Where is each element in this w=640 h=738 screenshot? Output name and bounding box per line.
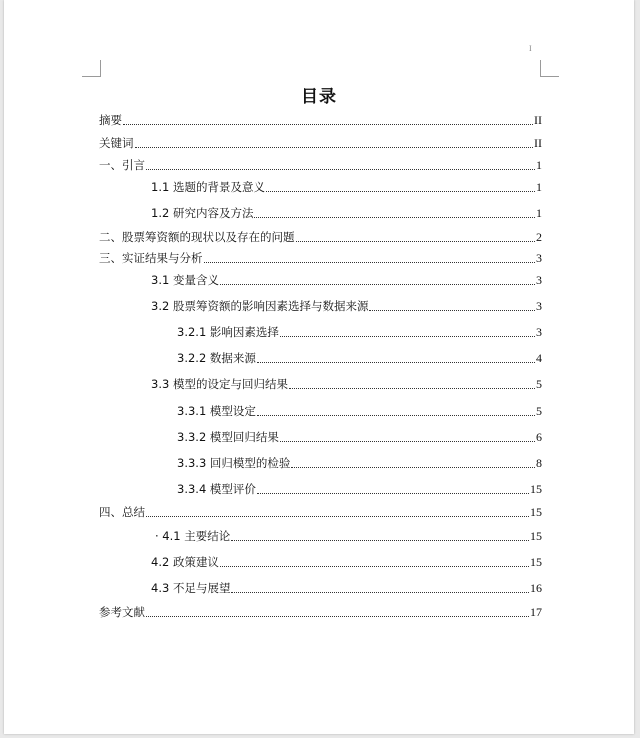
toc-leader <box>289 387 535 389</box>
toc-entry-page: 3 <box>536 273 542 287</box>
toc-entry-label: 3.3 模型的设定与回归结果 <box>151 377 288 391</box>
toc-entry-label: 3.3.4 模型评价 <box>177 482 256 496</box>
toc-entry-chapter-2[interactable] <box>99 229 542 245</box>
toc-entry-introduction[interactable] <box>99 157 542 173</box>
toc-entry-page: 3 <box>536 325 542 339</box>
toc-entry-page: 1 <box>536 206 542 220</box>
toc-leader <box>280 335 535 337</box>
toc-leader <box>231 539 529 541</box>
toc-entry-label: 3.3.1 模型设定 <box>177 404 256 418</box>
toc-entry-label: 3.2.1 影响因素选择 <box>177 325 279 339</box>
toc-leader <box>257 361 535 363</box>
toc-entry-page: 15 <box>530 505 542 519</box>
toc-entry-label: 四、总结 <box>99 505 145 519</box>
toc-entry-3-3-2[interactable] <box>177 429 542 445</box>
toc-entry-page: 15 <box>530 482 542 496</box>
toc-leader <box>254 216 535 218</box>
toc-entry-page: 3 <box>536 299 542 313</box>
toc-entry-label: 4.3 不足与展望 <box>151 581 231 595</box>
toc-entry-label: 一、引言 <box>99 158 145 172</box>
toc-leader <box>257 492 529 494</box>
toc-leader <box>291 466 535 468</box>
toc-leader <box>296 240 536 242</box>
toc-entry-label: 3.1 变量含义 <box>151 273 219 287</box>
toc-entry-page: 1 <box>536 180 542 194</box>
toc-entry-page: 6 <box>536 430 542 444</box>
toc-leader <box>231 591 529 593</box>
toc-entry-page: 5 <box>536 404 542 418</box>
toc-entry-page: 2 <box>536 230 542 244</box>
toc-leader <box>146 515 529 517</box>
toc-entry-chapter-4[interactable] <box>99 504 542 520</box>
toc-leader <box>257 414 535 416</box>
toc-entry-3-3-1[interactable] <box>177 403 542 419</box>
toc-entry-4-3[interactable] <box>151 580 542 596</box>
toc-entry-3-3-3[interactable] <box>177 455 542 471</box>
crop-mark-right <box>540 60 559 77</box>
toc-leader <box>220 283 535 285</box>
toc-entry-references[interactable] <box>99 604 542 620</box>
toc-leader <box>369 309 535 311</box>
toc-entry-page: II <box>534 136 542 150</box>
toc-leader <box>135 146 534 148</box>
toc-entry-label: 4.2 政策建议 <box>151 555 219 569</box>
toc-entry-label: 三、实证结果与分析 <box>99 251 203 265</box>
toc-entry-4-1[interactable] <box>155 528 542 544</box>
toc-entry-label: 1.1 选题的背景及意义 <box>151 180 265 194</box>
toc-entry-1-2[interactable] <box>151 205 542 221</box>
toc-entry-page: 3 <box>536 251 542 265</box>
crop-mark-left <box>82 60 101 77</box>
toc-leader <box>146 168 535 170</box>
toc-entry-label: 3.3.3 回归模型的检验 <box>177 456 291 470</box>
toc-entry-page: 16 <box>530 581 542 595</box>
toc-entry-3-1[interactable] <box>151 272 542 288</box>
toc-entry-page: 4 <box>536 351 542 365</box>
toc-entry-page: 8 <box>536 456 542 470</box>
toc-entry-label: · 4.1 主要结论 <box>155 529 231 543</box>
toc-entry-label: 3.2.2 数据来源 <box>177 351 256 365</box>
toc-entry-page: 5 <box>536 377 542 391</box>
toc-entry-label: 3.2 股票筹资额的影响因素选择与数据来源 <box>151 299 369 313</box>
toc-leader <box>280 440 535 442</box>
toc-entry-label: 摘要 <box>99 113 122 127</box>
toc-entry-page: 1 <box>536 158 542 172</box>
header-page-marker: I <box>529 44 532 53</box>
toc-entry-3-3[interactable] <box>151 376 542 392</box>
toc-leader <box>220 565 529 567</box>
toc-entry-3-2-1[interactable] <box>177 324 542 340</box>
toc-entry-keywords[interactable] <box>99 135 542 151</box>
toc-entry-page: 17 <box>530 605 542 619</box>
toc-entry-label: 二、股票筹资额的现状以及存在的问题 <box>99 230 295 244</box>
toc-entry-page: 15 <box>530 555 542 569</box>
toc-entry-chapter-3[interactable] <box>99 250 542 266</box>
toc-title: 目录 <box>301 87 337 107</box>
toc-entry-label: 1.2 研究内容及方法 <box>151 206 254 220</box>
toc-entry-label: 参考文献 <box>99 605 145 619</box>
toc-leader <box>123 123 533 125</box>
toc-entry-label: 关键词 <box>99 136 134 150</box>
toc-entry-3-2-2[interactable] <box>177 350 542 366</box>
toc-entry-3-2[interactable] <box>151 298 542 314</box>
toc-entry-page: II <box>534 113 542 127</box>
toc-leader <box>146 615 529 617</box>
toc-entry-abstract[interactable] <box>99 112 542 128</box>
toc-entry-4-2[interactable] <box>151 554 542 570</box>
toc-entry-page: 15 <box>530 529 542 543</box>
toc-leader <box>266 190 535 192</box>
toc-entry-1-1[interactable] <box>151 179 542 195</box>
toc-leader <box>204 261 536 263</box>
document-page <box>4 0 634 734</box>
toc-entry-label: 3.3.2 模型回归结果 <box>177 430 279 444</box>
toc-entry-3-3-4[interactable] <box>177 481 542 497</box>
